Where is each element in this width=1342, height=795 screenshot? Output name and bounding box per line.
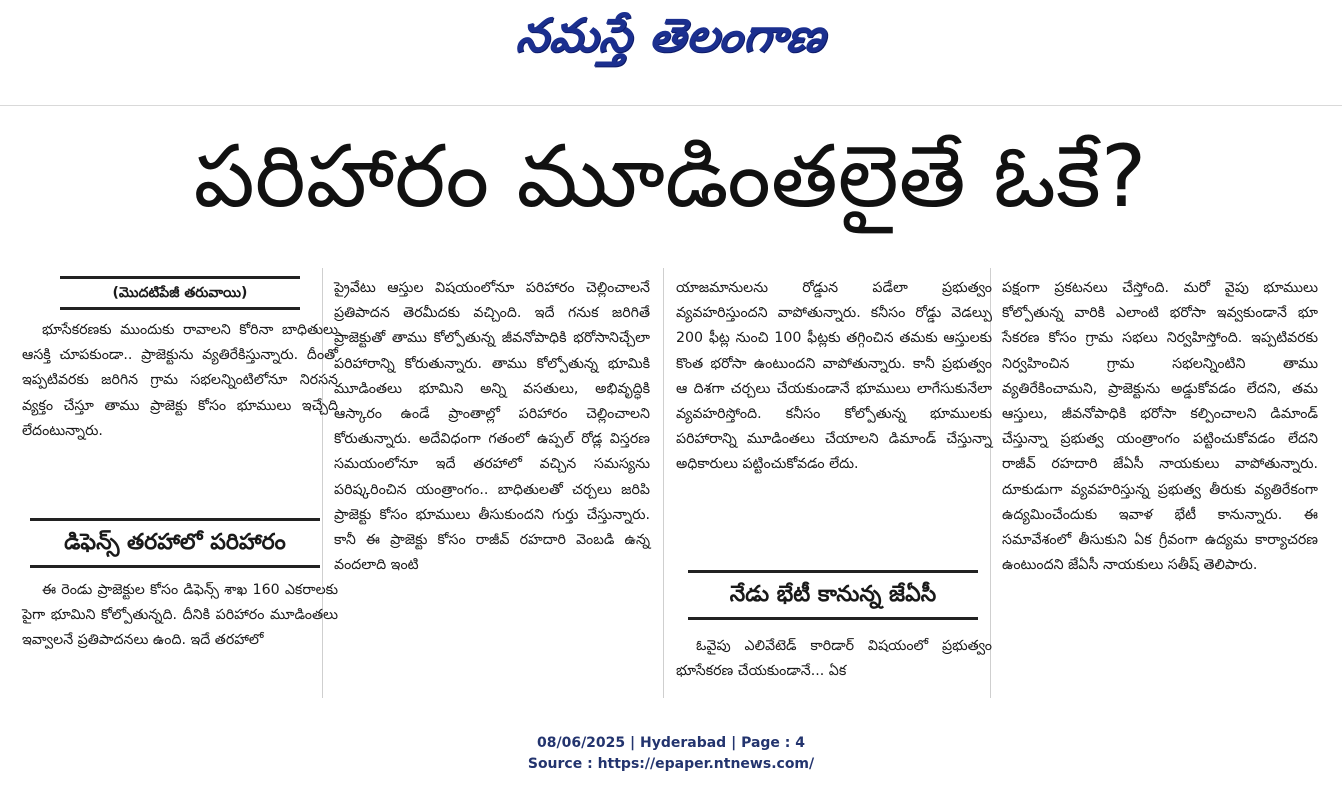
paragraph: ఓవైపు ఎలివేటెడ్ కారిడార్ విషయంలో ప్రభుత్వం భూసేకరణ చేయకుండానే... ఏక (676, 638, 992, 680)
article-column-3 (676, 276, 992, 478)
article-column-2 (334, 276, 650, 578)
paragraph: యాజమానులను రోడ్డున పడేలా ప్రభుత్వం వ్యవహరిస్తుందని వాపోతున్నారు. కనీసం రోడ్డు వెడల్పు 200 ఫీట్ల నుంచి 100 ఫీట్లకు తగ్గించిన తమకు ఆస్తులకు కొంత భరోసా ఉంటుందని వాపోతున్నారు. కానీ ప్రభుత్వం ఆ దిశగా చర్చలు చేయకుండానే భూములు లాగేసుకునేలా వ్యవహరిస్తోంది. కనీసం కోల్పోతున్న భూములకు పరిహారాన్ని మూడింతలు చేయాలని డిమాండ్ చేస్తున్నా అధికారులు పట్టించుకోవడం లేదు. (676, 280, 992, 473)
paragraph: పక్షంగా ప్రకటనలు చేస్తోంది. మరో వైపు భూములు కోల్పోతున్న వారికి ఎలాంటి భరోసా ఇవ్వకుండానే భూ సేకరణ కోసం గ్రామ సభలు నిర్వహిస్తోంది. ఇప్పటివరకు నిర్వహించిన గ్రామ సభలన్నింటిని తాము వ్యతిరేకించామని, ప్రాజెక్టును అడ్డుకోవడం లేదని, తమ ఆస్తులు, జీవనోపాధికి భరోసా కల్పించాలని డిమాండ్ చేస్తున్నా ప్రభుత్వ యంత్రాంగం పట్టించుకోవడం లేదని రాజీవ్ రహదారి జేఏసీ నాయకులు వాపోతున్నారు. దూకుడుగా వ్యవహరిస్తున్న ప్రభుత్వ తీరుకు వ్యతిరేకంగా ఉద్యమించేందుకు ఇవాళ భేటీ కానున్నారు. ఈ సమావేశంలో తీసుకుని ఏక గ్రీవంగా ఉద్యమ కార్యాచరణ ఉంటుందని జేఏసీ నాయకులు సతీష్ తెలిపారు. (1002, 280, 1318, 574)
footer-date-page: 08/06/2025 | Hyderabad | Page : 4 (536, 735, 806, 751)
subheading-jac-meeting: నేడు భేటీ కానున్న జేఏసీ (688, 570, 978, 620)
masthead-title: నమస్తే తెలంగాణ (514, 8, 830, 62)
masthead-divider (0, 105, 1342, 106)
paragraph: ఈ రెండు ప్రాజెక్టుల కోసం డిఫెన్స్ శాఖ 160 ఎకరాలకు పైగా భూమిని కోల్పోతున్నది. దీనికి పరిహారం మూడింతలు ఇవ్వాలనే ప్రతిపాదనలు ఉంది. ఇదే తరహాలో (22, 582, 338, 649)
article-column-1-continued (22, 578, 338, 654)
article-column-1 (22, 318, 338, 444)
headline: పరిహారం మూడింతలైతే ఓకే? (193, 127, 1147, 227)
subheading-defence: డిఫెన్స్ తరహాలో పరిహారం (30, 518, 320, 568)
column-divider (663, 268, 664, 698)
paragraph: ప్రైవేటు ఆస్తుల విషయంలోనూ పరిహారం చెల్లించాలనే ప్రతిపాదన తెరమీదకు వచ్చింది. ఇదే గనుక జరిగితే ప్రాజెక్టుతో తాము కోల్పోతున్న జీవనోపాధికి భరోసానిచ్చేలా పరిహారాన్ని కోరుతున్నారు. తాము కోల్పోతున్న భూమికి మూడింతలు భూమిని అన్ని వసతులు, అభివృద్ధికి ఆస్కారం ఉండే ప్రాంతాల్లో పరిహారం చెల్లించాలని కోరుతున్నారు. అదేవిధంగా గతంలో ఉప్పల్ రోడ్ల విస్తరణ సమయంలోనూ ఇదే తరహాలో వచ్చిన సమస్యను పరిష్కరించిన యంత్రాంగం.. బాధితులతో చర్చలు జరిపి ప్రాజెక్టు కోసం భూములు తీసుకుందని గుర్తు చేస్తున్నారు. కానీ ఈ ప్రాజెక్టు కోసం రాజీవ్ రహదారి వెంబడి ఉన్న వందలాది ఇంటి (334, 280, 650, 574)
masthead-logo (0, 8, 1342, 70)
footer-source: Source : https://epaper.ntnews.com/ (527, 756, 815, 772)
article-column-4 (1002, 276, 1318, 578)
article-column-3-continued (676, 634, 992, 684)
paragraph: భూసేకరణకు ముందుకు రావాలని కోరినా బాధితులు ఆసక్తి చూపకుండా.. ప్రాజెక్టును వ్యతిరేకిస్తున్నారు. దీంతో ఇప్పటివరకు జరిగిన గ్రామ సభలన్నింటిలోనూ నిరసన వ్యక్తం చేస్తూ తాము ప్రాజెక్టు కోసం భూములు ఇచ్చేది లేదంటున్నారు. (22, 322, 338, 439)
continued-label: (మొదటిపేజీ తరువాయి) (60, 276, 300, 310)
